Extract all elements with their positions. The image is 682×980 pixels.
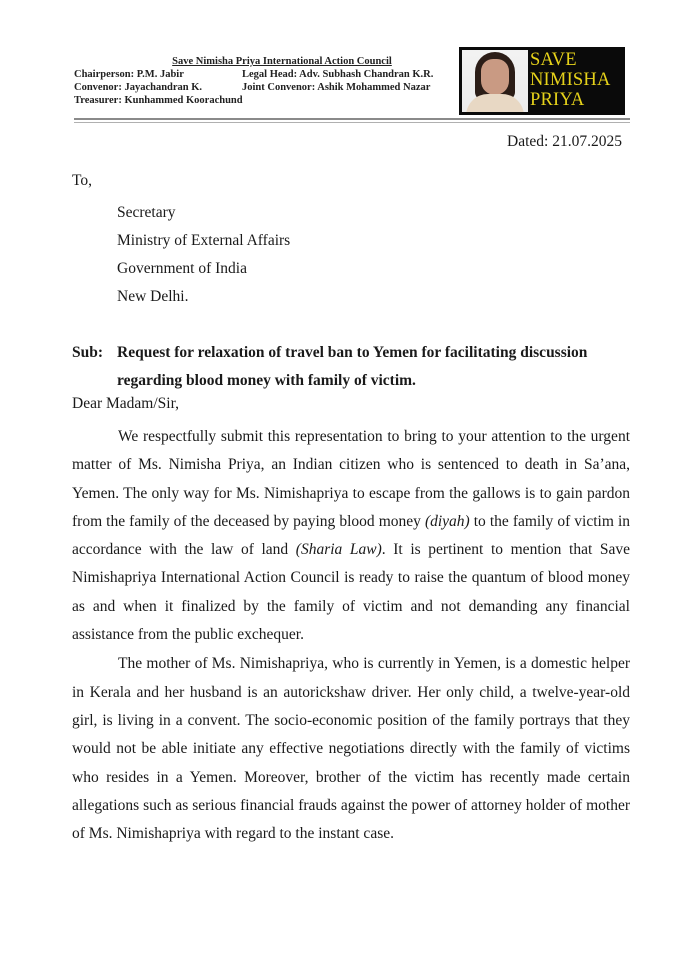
- header-divider: [74, 118, 630, 123]
- letterhead-row: [74, 81, 454, 94]
- legal-head: Legal Head: Adv. Subhash Chandran K.R.: [242, 69, 434, 80]
- letterhead-row: [74, 68, 454, 81]
- subject-line: [72, 339, 630, 395]
- save-nimisha-priya-banner: [459, 47, 625, 115]
- treasurer: Treasurer: Kunhammed Koorachund: [74, 95, 243, 106]
- paragraph-text: . It is pertinent to mention that Save Nimishapriya International Action Council is ready to raise the quantum of blood money as and when it finalized by the family of victim and not demanding any financial assistance from the public exchequer.: [72, 541, 631, 644]
- salutation: Dear Madam/Sir,: [72, 395, 179, 412]
- paragraph-text: to the family of victim in accordance with the law of land: [72, 512, 630, 559]
- letter-body: [72, 423, 630, 848]
- addressee-line: Government of India: [117, 260, 247, 277]
- subject-label: Sub:: [72, 344, 104, 361]
- addressee-line: Secretary: [117, 204, 176, 221]
- banner-text: [528, 50, 622, 112]
- addressee-block: [117, 199, 290, 311]
- chairperson: Chairperson: P.M. Jabir: [74, 69, 184, 80]
- subject-text: Request for relaxation of travel ban to Yemen for facilitating discussion regarding blood money with family of victim.: [117, 344, 588, 389]
- letterhead: [74, 56, 454, 107]
- to-label: To,: [72, 172, 93, 189]
- body-paragraph: [72, 423, 630, 649]
- banner-line: SAVE: [530, 50, 577, 70]
- portrait-photo: [462, 50, 528, 112]
- joint-convenor: Joint Convenor: Ashik Mohammed Nazar: [242, 82, 431, 93]
- banner-line: PRIYA: [530, 90, 585, 110]
- banner-line: NIMISHA: [530, 70, 611, 90]
- addressee-line: New Delhi.: [117, 288, 189, 305]
- italic-term: (diyah): [424, 512, 470, 530]
- paragraph-text: We respectfully submit this representation to bring to your attention to the urgent matter of Ms. Nimisha Priya, an Indian citizen who is sentenced to death in Sa’ana, Yemen. The only way for Ms. Nimishapriya to escape from the gallows is to gain pardon from the family of the deceased by paying blood money: [72, 428, 630, 530]
- paragraph-text: The mother of Ms. Nimishapriya, who is currently in Yemen, is a domestic helper in Kerala and her husband is an autorickshaw driver. Her only child, a twelve-year-old girl, is living in a convent. The socio-economic position of the family portrays that they would not be able initiate any effective negotiations directly with the family of victims who resides in a Yemen. Moreover, brother of the victim has recently made certain allegations such as serious financial frauds against the power of attorney holder of mother of Ms. Nimishapriya with regard to the instant case.: [72, 655, 630, 843]
- letterhead-row: [74, 94, 454, 107]
- photo-shoulders: [466, 94, 524, 112]
- body-paragraph: [72, 650, 630, 848]
- addressee-line: Ministry of External Affairs: [117, 232, 291, 249]
- italic-term: (Sharia Law): [295, 541, 382, 559]
- photo-face: [481, 59, 509, 95]
- convenor: Convenor: Jayachandran K.: [74, 82, 203, 93]
- date-line: Dated: 21.07.2025: [507, 133, 622, 150]
- organization-name: Save Nimisha Priya International Action Council: [172, 56, 392, 67]
